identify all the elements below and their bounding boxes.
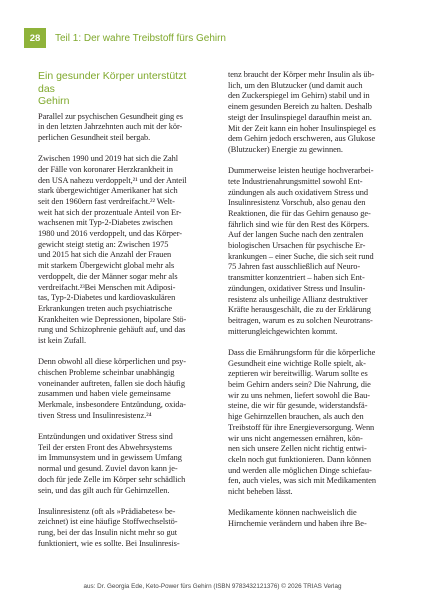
paragraph-medication: Medikamente können nachweislich die Hirnchemie verändern und haben ihre Be- — [228, 508, 367, 528]
paragraph-common-features: Denn obwohl all diese körperlichen und psy- chischen Probleme scheinbar unabhängig voneinander auftreten, fallen sie doch häufig zusammen und haben viele gemeinsame Merkmale, insbesondere Entzündung, oxida- tiven Stress und Insulinresistenz.²⁴ — [38, 357, 187, 420]
section-heading: Ein gesunder Körper unterstützt das Gehirn — [38, 70, 187, 107]
page-header — [24, 28, 226, 48]
running-head: Teil 1: Der wahre Treibstoff fürs Gehirn — [55, 32, 226, 44]
paragraph-processed-foods: Dummerweise leisten heutige hochverarbei- tete Industrienahrungsmittel sowohl Ent- zündungen als auch oxidativem Stress und Insulinresistenz Vorschub, also genau den Reaktionen, die für das Gehirn genauso ge- fährlich sind wie für den Rest des Körpers. Auf der langen Suche nach den zentralen biologischen Ursachen für psychische Er- krankungen – einer Suche, die sich seit rund 75 Jahren fast ausschließlich auf Neuro- transmitter konzentriert – haben sich Ent- zündungen, oxidativer Stress und Insulin- resistenz als unheilige Allianz destruktiver Kräfte herausgeschält, die zu der Erklärung beitragen, warum es zu solchen Neurotrans- mitterungleichgewichten kommt. — [228, 166, 374, 336]
left-column — [38, 70, 205, 560]
paragraph-intro: Parallel zur psychischen Gesundheit ging es in den letzten Jahrzehnten auch mit der kör- perlichen Gesundheit steil bergab. — [38, 111, 183, 142]
page-footer: aus: Dr. Georgia Ede, Keto-Power fürs Gehirn (ISBN 9783432121376) © 2026 TRIAS Verlag — [83, 583, 342, 590]
page-number: 28 — [24, 28, 46, 48]
paragraph-insulin-resistance: Insulinresistenz (oft als »Prädiabetes« be- zeichnet) ist eine häufige Stoffwechselstö- rung, bei der das Insulin nicht mehr so gut funktioniert, wie es sollte. Bei Insulinresis- — [38, 506, 180, 548]
paragraph-insulin-continued: tenz braucht der Körper mehr Insulin als üb- lich, um den Blutzucker (und damit auch den Zuckerspiegel im Gehirn) stabil und in einem gesunden Bereich zu halten. Deshalb steigt der Insulinspiegel daraufhin meist an. Mit der Zeit kann ein hoher Insulinspiegel es dem Gehirn jedoch erschweren, aus Glukose (Blutzucker) Energie zu gewinnen. — [228, 70, 376, 154]
paragraph-nutrition: Dass die Ernährungsform für die körperliche Gesundheit eine wichtige Rolle spielt, ak- zeptieren wir bereitwillig. Warum sollte es beim Gehirn anders sein? Die Nahrung, die wir zu uns nehmen, liefert sowohl die Bau- steine, die wir für gesunde, widerstandsfä- hige Gehirnzellen brauchen, als auch den Treibstoff für ihre Energieversorgung. Wenn wir uns nicht angemessen ernähren, kön- nen sich unsere Zellen nicht richtig entwi- ckeln noch gut funktionieren. Dann können und werden alle möglichen Dinge schiefau- fen, auch vieles, was sich mit Medikamenten nicht beheben lässt. — [228, 347, 376, 497]
paragraph-inflammation: Entzündungen und oxidativer Stress sind Teil der ersten Front des Abwehrsystems im Immunsystem und in gewissem Umfang normal und gesund. Zuviel davon kann je- doch für jede Zelle im Körper sehr schädlich sein, und das gilt auch für Gehirnzellen. — [38, 431, 186, 495]
right-column — [228, 70, 395, 540]
paragraph-statistics: Zwischen 1990 und 2019 hat sich die Zahl der Fälle von koronarer Herzkrankheit in den USA nahezu verdoppelt,²¹ und der Anteil stark übergewichtiger Amerikaner hat sich seit den 1960ern fast verdreifacht.²² Welt- weit hat sich der prozentuale Anteil von Er- wachsenen mit Typ-2-Diabetes zwischen 1980 und 2016 verdoppelt, und das Körper- gewicht steigt stetig an: Zwischen 1975 und 2015 hat sich die Anzahl der Frauen mit starkem Übergewicht global mehr als verdoppelt, die der Männer sogar mehr als verdreifacht.²³Bei Menschen mit Adiposi- tas, Typ-2-Diabetes und kardiovaskulären Erkrankungen treten auch psychiatrische Krankheiten wie Depressionen, bipolare Stö- rung und Schizophrenie gehäuft auf, und das ist kein Zufall. — [38, 154, 187, 346]
